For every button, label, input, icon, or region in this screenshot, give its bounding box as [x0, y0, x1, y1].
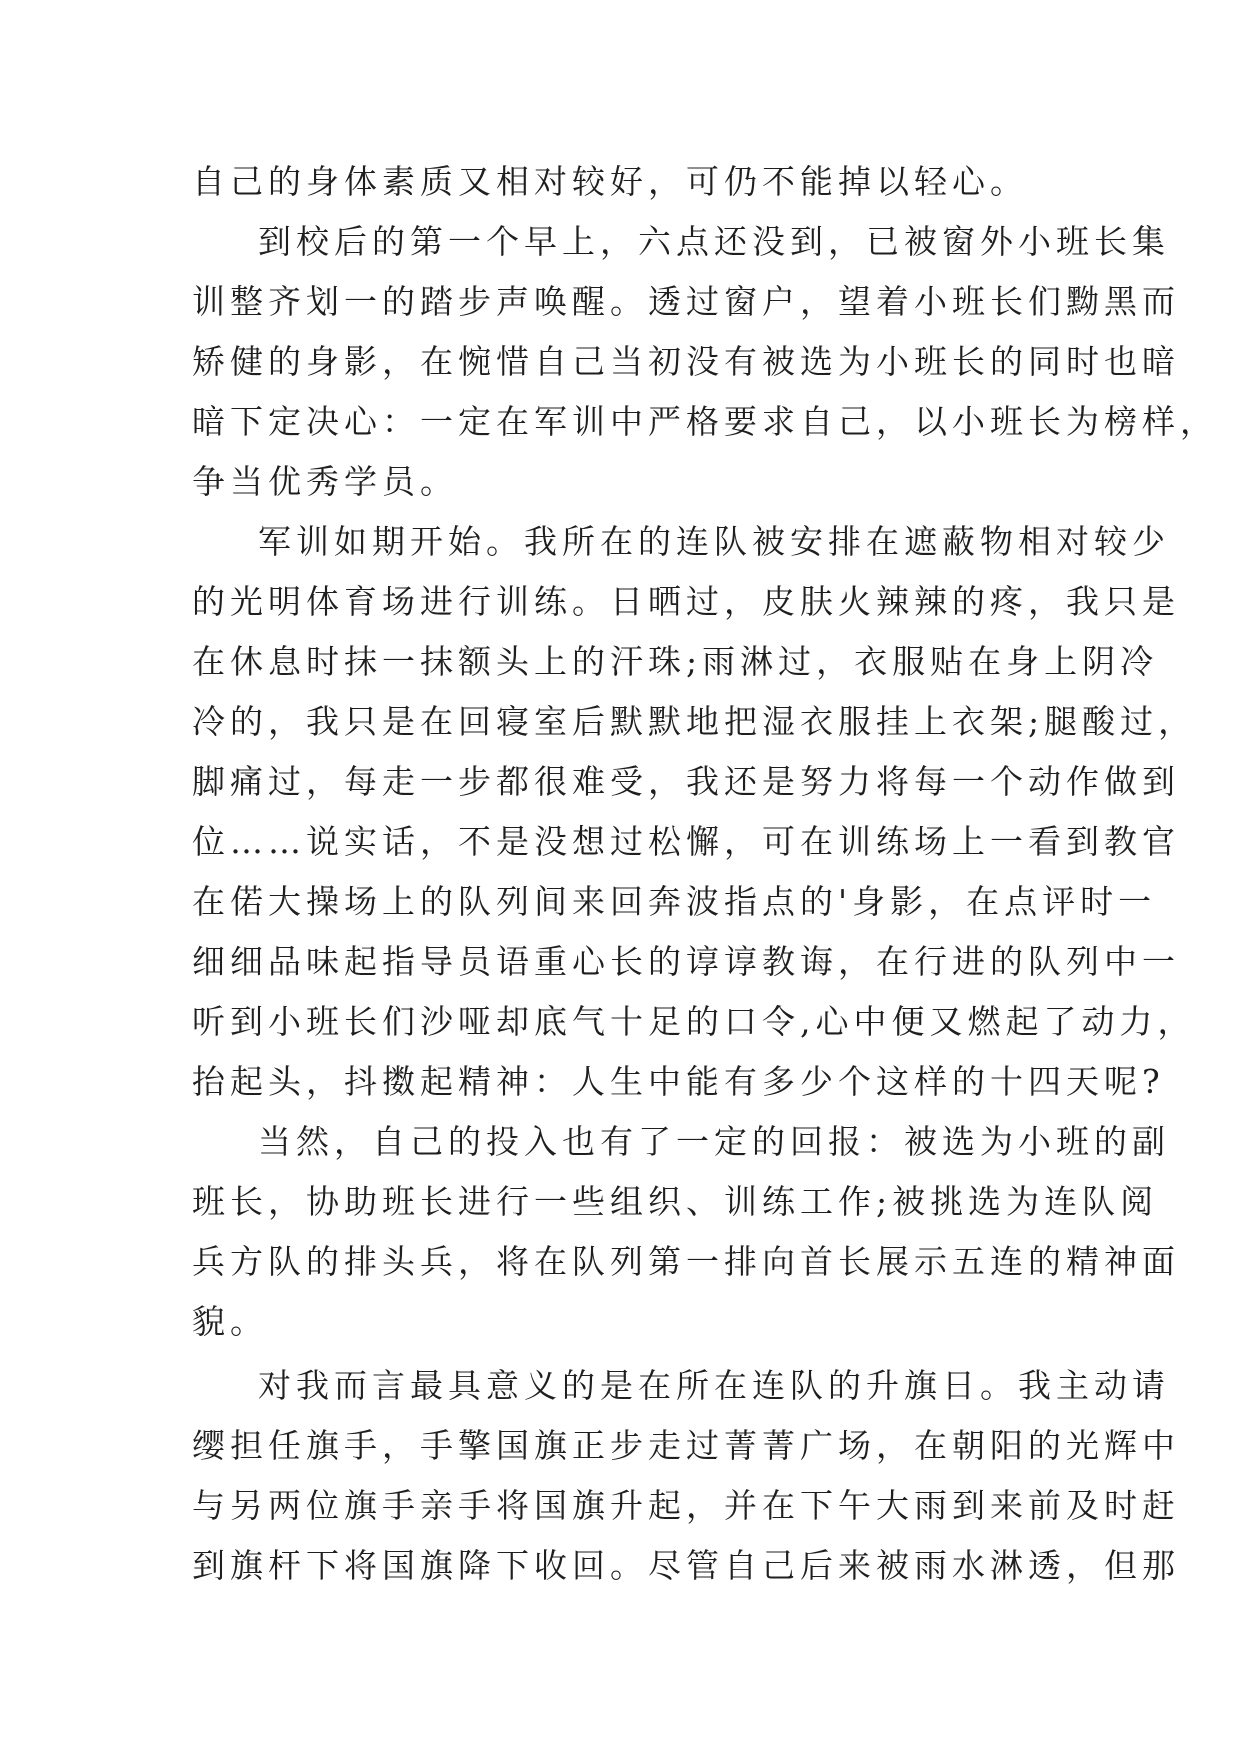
paragraph-5: [192, 1356, 1180, 1596]
text-line: 细细品味起指导员语重心长的谆谆教诲，在行进的队列中一: [192, 942, 1180, 981]
text-line: 在休息时抹一抹额头上的汗珠;雨淋过，衣服贴在身上阴冷: [192, 642, 1159, 681]
text-line: 争当优秀学员。: [192, 462, 458, 501]
text-line: 到旗杆下将国旗降下收回。尽管自己后来被雨水淋透，但那: [192, 1546, 1180, 1585]
paragraph-3: [192, 512, 1197, 1112]
text-line: 自己的身体素质又相对较好，可仍不能掉以轻心。: [192, 162, 1028, 201]
text-line: 到校后的第一个早上，六点还没到，已被窗外小班长集: [258, 222, 1170, 261]
text-line: 脚痛过，每走一步都很难受，我还是努力将每一个动作做到: [192, 762, 1180, 801]
text-line: 军训如期开始。我所在的连队被安排在遮蔽物相对较少: [258, 522, 1170, 561]
document-body: [192, 152, 1218, 1596]
text-line: 训整齐划一的踏步声唤醒。透过窗户，望着小班长们黝黑而: [192, 282, 1180, 321]
text-line: 貌。: [192, 1302, 268, 1341]
text-line: 兵方队的排头兵，将在队列第一排向首长展示五连的精神面: [192, 1242, 1180, 1281]
text-line: 对我而言最具意义的是在所在连队的升旗日。我主动请: [258, 1366, 1170, 1405]
paragraph-1: [192, 152, 1072, 212]
text-line: 矫健的身影，在惋惜自己当初没有被选为小班长的同时也暗: [192, 342, 1180, 381]
text-line: 位……说实话，不是没想过松懈，可在训练场上一看到教官: [192, 822, 1180, 861]
text-line: 缨担任旗手，手擎国旗正步走过菁菁广场，在朝阳的光辉中: [192, 1426, 1180, 1465]
text-line: 抬起头，抖擞起精神：人生中能有多少个这样的十四天呢?: [192, 1062, 1165, 1101]
text-line: 当然，自己的投入也有了一定的回报：被选为小班的副: [258, 1122, 1170, 1161]
text-line: 冷的，我只是在回寝室后默默地把湿衣服挂上衣架;腿酸过，: [192, 702, 1197, 741]
text-line: 听到小班长们沙哑却底气十足的口令,心中便又燃起了动力，: [192, 1002, 1196, 1041]
paragraph-4: [192, 1112, 1180, 1352]
text-line: 的光明体育场进行训练。日晒过，皮肤火辣辣的疼，我只是: [192, 582, 1180, 621]
paragraph-2: [192, 212, 1218, 512]
text-line: 班长，协助班长进行一些组织、训练工作;被挑选为连队阅: [192, 1182, 1159, 1221]
text-line: 与另两位旗手亲手将国旗升起，并在下午大雨到来前及时赶: [192, 1486, 1180, 1525]
text-line: 暗下定决心：一定在军训中严格要求自己，以小班长为榜样，: [192, 402, 1218, 441]
text-line: 在偌大操场上的队列间来回奔波指点的'身影，在点评时一: [192, 882, 1157, 921]
